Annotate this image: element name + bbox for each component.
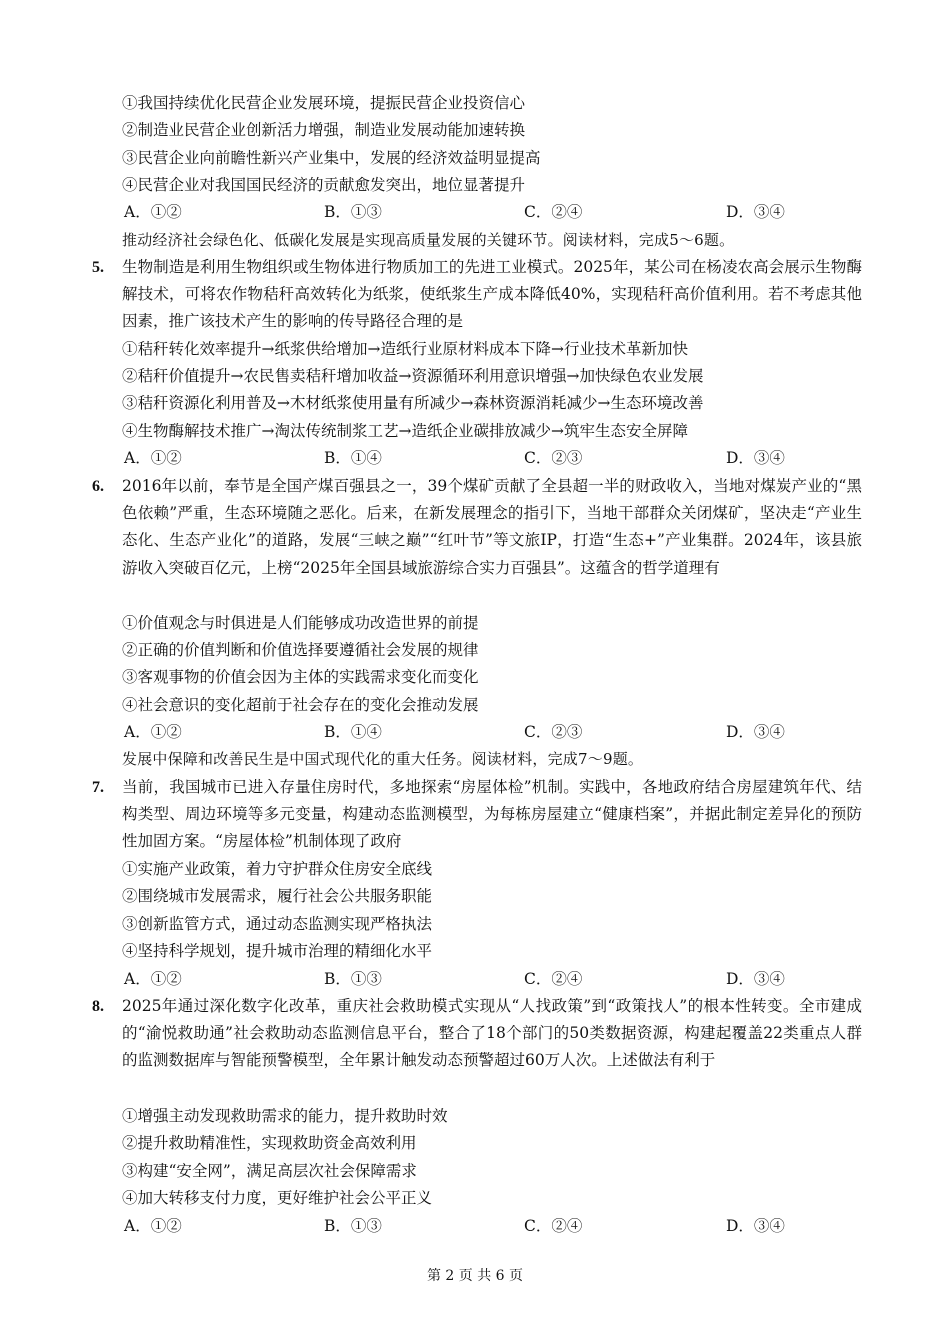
option-b: B．①③ [324, 970, 382, 988]
answer-options [124, 966, 824, 993]
option-b: B．①③ [324, 1217, 382, 1235]
statement-item: ①我国持续优化民营企业发展环境，提振民营企业投资信心 [122, 94, 526, 112]
section-intro: 推动经济社会绿色化、低碳化发展是实现高质量发展的关键环节。阅读材料，完成5～6题。 [122, 231, 735, 249]
question-number: 8. [92, 998, 104, 1015]
answer-options [124, 199, 824, 226]
option-b: B．①④ [324, 723, 382, 741]
question-number: 5. [92, 259, 104, 276]
statement-item: ④加大转移支付力度，更好维护社会公平正义 [122, 1189, 433, 1207]
statement-item: ③创新监管方式，通过动态监测实现严格执法 [122, 915, 433, 933]
option-a: A．①② [124, 203, 182, 221]
statement-item: ①秸秆转化效率提升→纸浆供给增加→造纸行业原材料成本下降→行业技术革新加快 [122, 340, 688, 358]
option-b: B．①③ [324, 203, 382, 221]
answer-options [124, 1213, 824, 1240]
answer-options [124, 445, 824, 472]
question-stem: 2016年以前，奉节是全国产煤百强县之一，39个煤矿贡献了全县超一半的财政收入，当地对煤炭产业的“黑色依赖”严重，生态环境随之恶化。后来，在新发展理念的指引下，当地干部群众关闭煤矿，坚决走“产业生态化、生态产业化”的道路，发展“三峡之巅”“红叶节”等文旅IP，打造“生态+”产业集群。2024年，该县旅游收入突破百亿元，上榜“2025年全国县域旅游综合实力百强县”。这蕴含的哲学道理有 [122, 477, 862, 577]
option-c: C．②④ [524, 1217, 583, 1235]
option-c: C．②③ [524, 723, 583, 741]
statement-item: ②正确的价值判断和价值选择要遵循社会发展的规律 [122, 641, 479, 659]
option-c: C．②③ [524, 449, 583, 467]
option-b: B．①④ [324, 449, 382, 467]
statement-item: ③民营企业向前瞻性新兴产业集中，发展的经济效益明显提高 [122, 149, 541, 167]
question-stem: 当前，我国城市已进入存量住房时代，多地探索“房屋体检”机制。实践中，各地政府结合房屋建筑年代、结构类型、周边环境等多元变量，构建动态监测模型，为每栋房屋建立“健康档案”，并据此制定差异化的预防性加固方案。“房屋体检”机制体现了政府 [122, 778, 862, 851]
statement-item: ①价值观念与时俱进是人们能够成功改造世界的前提 [122, 614, 479, 632]
option-d: D．③④ [726, 449, 785, 467]
option-d: D．③④ [726, 1217, 785, 1235]
statement-item: ①增强主动发现救助需求的能力，提升救助时效 [122, 1107, 448, 1125]
statement-item: ③构建“安全网”，满足高层次社会保障需求 [122, 1162, 417, 1180]
section-intro: 发展中保障和改善民生是中国式现代化的重大任务。阅读材料，完成7～9题。 [122, 750, 644, 768]
page-footer: 第 2 页 共 6 页 [426, 1268, 524, 1284]
statement-item: ②秸秆价值提升→农民售卖秸秆增加收益→资源循环利用意识增强→加快绿色农业发展 [122, 367, 704, 385]
statement-item: ③客观事物的价值会因为主体的实践需求变化而变化 [122, 668, 479, 686]
statement-item: ④生物酶解技术推广→淘汰传统制浆工艺→造纸企业碳排放减少→筑牢生态安全屏障 [122, 422, 688, 440]
question-stem: 生物制造是利用生物组织或生物体进行物质加工的先进工业模式。2025年，某公司在杨凌农高会展示生物酶解技术，可将农作物秸秆高效转化为纸浆，使纸浆生产成本降低40%，实现秸秆高价值利用。若不考虑其他因素，推广该技术产生的影响的传导路径合理的是 [122, 258, 862, 331]
statement-item: ②提升救助精准性，实现救助资金高效利用 [122, 1134, 417, 1152]
statement-item: ④坚持科学规划，提升城市治理的精细化水平 [122, 942, 433, 960]
option-c: C．②④ [524, 970, 583, 988]
option-a: A．①② [124, 723, 182, 741]
answer-options [124, 719, 824, 746]
statement-item: ②制造业民营企业创新活力增强，制造业发展动能加速转换 [122, 121, 526, 139]
statement-item: ③秸秆资源化利用普及→木材纸浆使用量有所减少→森林资源消耗减少→生态环境改善 [122, 394, 704, 412]
question-stem: 2025年通过深化数字化改革，重庆社会救助模式实现从“人找政策”到“政策找人”的根本性转变。全市建成的“渝悦救助通”社会救助动态监测信息平台，整合了18个部门的50类数据资源，构建起覆盖22类重点人群的监测数据库与智能预警模型，全年累计触发动态预警超过60万人次。上述做法有利于 [122, 997, 862, 1070]
statement-item: ④社会意识的变化超前于社会存在的变化会推动发展 [122, 696, 479, 714]
option-d: D．③④ [726, 970, 785, 988]
question-number: 6. [92, 478, 104, 495]
option-a: A．①② [124, 970, 182, 988]
option-a: A．①② [124, 449, 182, 467]
statement-item: ②围绕城市发展需求，履行社会公共服务职能 [122, 887, 433, 905]
question-number: 7. [92, 779, 104, 796]
statement-item: ④民营企业对我国国民经济的贡献愈发突出，地位显著提升 [122, 176, 526, 194]
option-c: C．②④ [524, 203, 583, 221]
option-d: D．③④ [726, 203, 785, 221]
option-d: D．③④ [726, 723, 785, 741]
statement-item: ①实施产业政策，着力守护群众住房安全底线 [122, 860, 433, 878]
option-a: A．①② [124, 1217, 182, 1235]
